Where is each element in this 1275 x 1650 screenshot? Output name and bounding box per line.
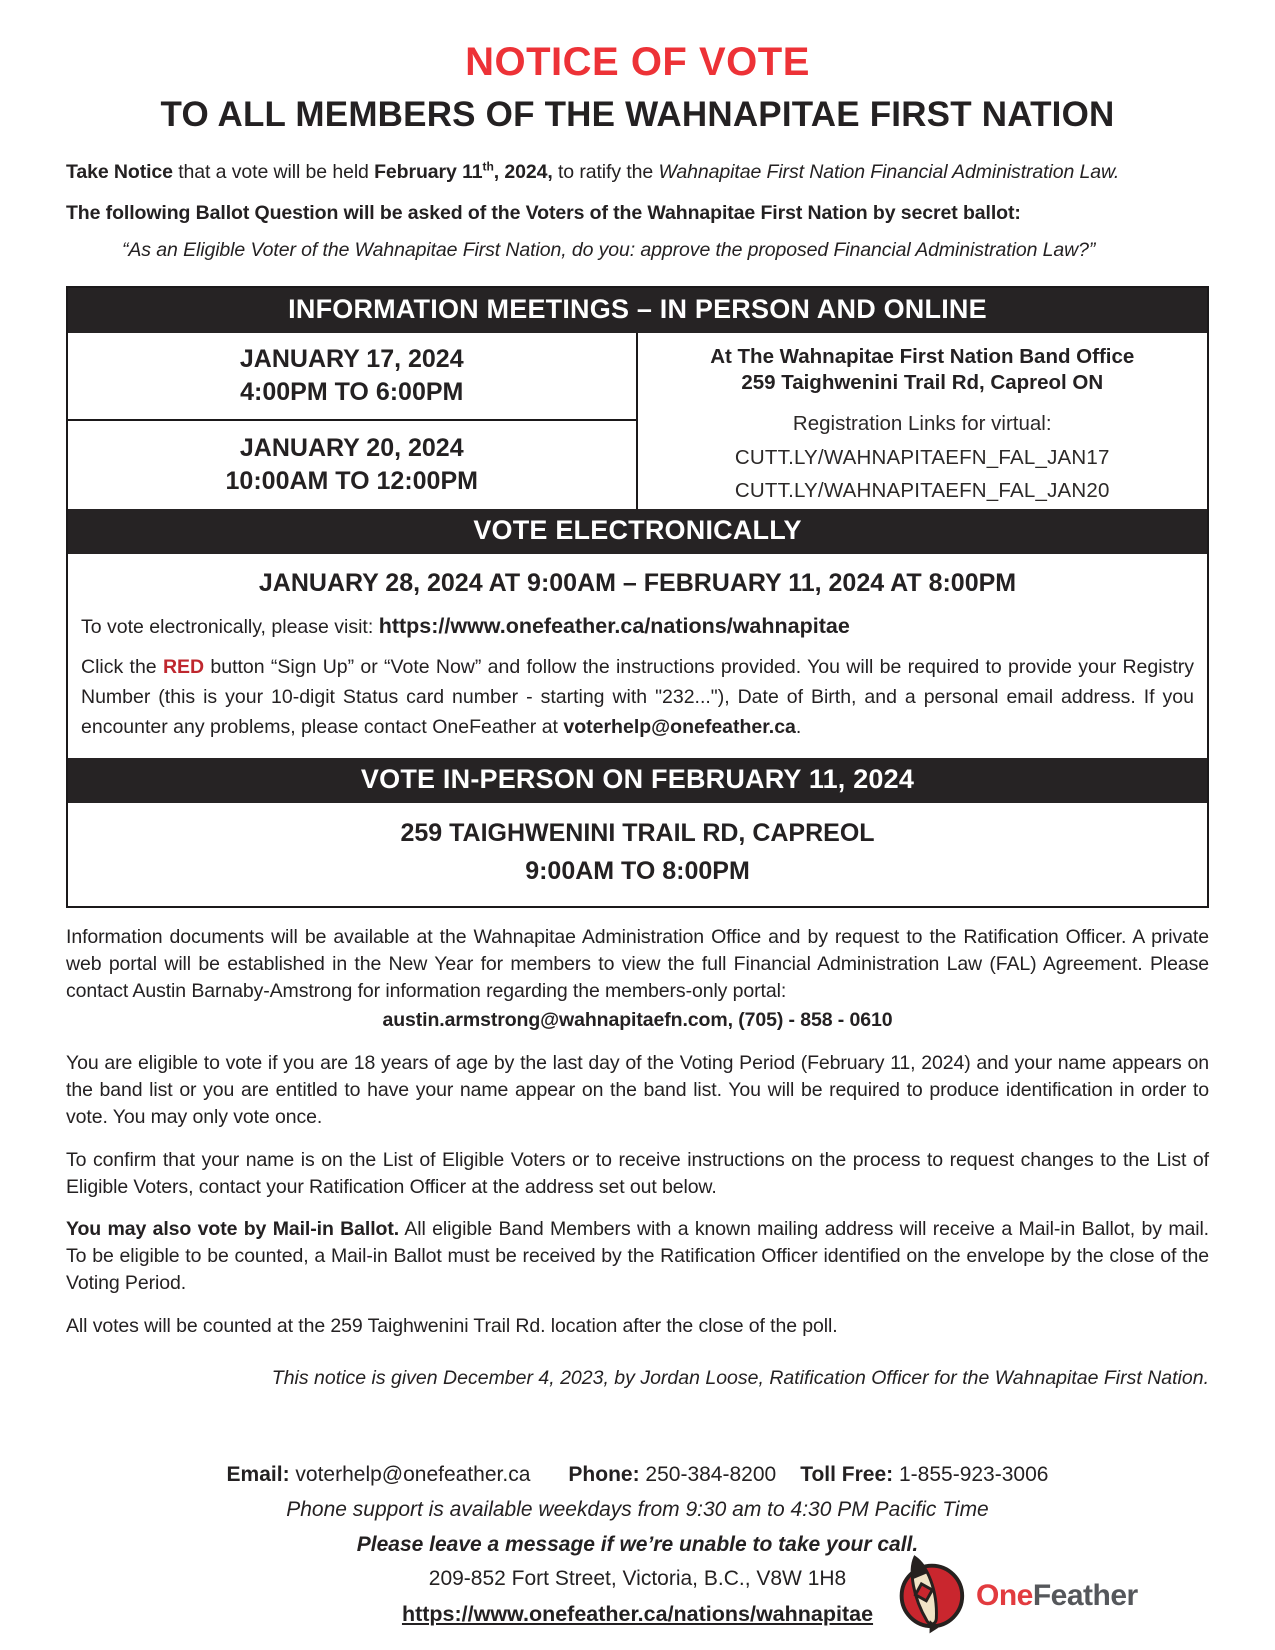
page-subtitle: TO ALL MEMBERS OF THE WAHNAPITAE FIRST NATION bbox=[160, 95, 1115, 134]
leave-message-line: Please leave a message if we’re unable to take your call. bbox=[356, 1532, 919, 1556]
vote-inperson-section bbox=[68, 803, 1207, 906]
band-office-address: 259 Taighwenini Trail Rd, Capreol ON bbox=[741, 371, 1104, 395]
take-notice-bold: Take Notice bbox=[66, 161, 173, 183]
electronic-visit-line bbox=[68, 612, 1207, 642]
ballot-question-lead: The following Ballot Question will be asked of the Voters of the Wahnapitae First Nation by secret ballot: bbox=[66, 201, 1021, 224]
tollfree-value: 1-855-923-3006 bbox=[893, 1462, 1049, 1486]
vote-year-bold: , 2024, bbox=[493, 161, 553, 183]
meetings-header-bar: INFORMATION MEETINGS – IN PERSON AND ONLINE bbox=[68, 288, 1207, 333]
mailin-rest: All eligible Band Members with a known mailing address will receive a Mail-in Ballot, by mail. To be eligible to be counted, a Mail-in Ballot must be received by the Ratification Officer identified on the envelope by the close of the Voting Period. bbox=[66, 1218, 1209, 1295]
click-text-a: Click the bbox=[81, 656, 163, 679]
onefeather-logo bbox=[886, 1550, 1138, 1641]
intro-paragraph bbox=[66, 159, 1209, 186]
meetings-location-cell bbox=[638, 333, 1208, 509]
red-button-word: RED bbox=[162, 656, 205, 679]
vote-info-table bbox=[66, 286, 1209, 909]
meeting-1-time: 4:00PM TO 6:00PM bbox=[240, 377, 464, 406]
ordinal-sup: th bbox=[482, 159, 494, 174]
meetings-dates-column bbox=[68, 333, 638, 509]
phone-label: Phone: bbox=[568, 1462, 640, 1486]
band-office-line: At The Wahnapitae First Nation Band Office bbox=[710, 344, 1135, 368]
click-text-b: button “Sign Up” or “Vote Now” and follow the instructions provided. You will be required to provide your Registry Number (this is your 10-digit Status card number - starting with "232..."), Date of Birth, and a personal email address. If you encounter any problems, please contact OneFeather at bbox=[81, 656, 1194, 738]
registration-links-label: Registration Links for virtual: bbox=[792, 412, 1052, 435]
eligibility-paragraph: You are eligible to vote if you are 18 years of age by the last day of the Voting Period (February 11, 2024) and your name appears on the band list or you are entitled to have your name appear on the band list. You will be required to produce identification in order to vote. You may only vote once. bbox=[66, 1051, 1209, 1128]
tollfree-label: Toll Free: bbox=[800, 1462, 894, 1486]
portal-contact-line[interactable]: austin.armstrong@wahnapitaefn.com, (705) - 858 - 0610 bbox=[382, 1008, 893, 1031]
visit-prefix: To vote electronically, please visit: bbox=[81, 615, 379, 638]
logo-one-text: One bbox=[976, 1578, 1033, 1612]
page-title: NOTICE OF VOTE bbox=[465, 40, 810, 84]
click-text-end: . bbox=[795, 715, 802, 738]
onefeather-wordmark bbox=[976, 1579, 1138, 1613]
phone-value: 250-384-8200 bbox=[639, 1462, 777, 1486]
ballot-question-quote: “As an Eligible Voter of the Wahnapitae First Nation, do you: approve the proposed Financial Administration Law?” bbox=[122, 238, 1096, 261]
phone-support-line: Phone support is available weekdays from 9:30 am to 4:30 PM Pacific Time bbox=[286, 1497, 989, 1521]
vote-date-ordinal bbox=[483, 161, 494, 183]
votes-counted-paragraph: All votes will be counted at the 259 Taighwenini Trail Rd. location after the close of the poll. bbox=[66, 1315, 838, 1338]
meeting-2-date: JANUARY 20, 2024 bbox=[239, 433, 464, 462]
vote-electronically-section bbox=[68, 569, 1207, 743]
mailin-bold-lead: You may also vote by Mail-in Ballot. bbox=[66, 1218, 400, 1241]
meeting-2-time: 10:00AM TO 12:00PM bbox=[225, 466, 478, 495]
intro-text-2: to ratify the bbox=[552, 161, 659, 183]
vote-electronically-bar: VOTE ELECTRONICALLY bbox=[68, 509, 1207, 554]
mailin-ballot-paragraph bbox=[66, 1216, 1209, 1297]
electronic-voting-period: JANUARY 28, 2024 AT 9:00AM – FEBRUARY 11, 2024 AT 8:00PM bbox=[258, 568, 1017, 597]
contact-methods-line bbox=[66, 1460, 1209, 1490]
notice-given-line: This notice is given December 4, 2023, by Jordan Loose, Ratification Officer for the Wahnapitae First Nation. bbox=[271, 1367, 1209, 1390]
onefeather-footer-url[interactable]: https://www.onefeather.ca/nations/wahnapitae bbox=[401, 1602, 874, 1627]
confirm-name-paragraph: To confirm that your name is on the List of Eligible Voters or to receive instructions on the process to request changes to the List of Eligible Voters, contact your Ratification Officer at the address set out below. bbox=[66, 1148, 1209, 1198]
inperson-address: 259 TAIGHWENINI TRAIL RD, CAPREOL bbox=[400, 819, 875, 848]
law-name-italic: Wahnapitae First Nation Financial Administration Law. bbox=[658, 161, 1120, 183]
email-label: Email: bbox=[226, 1462, 290, 1486]
inperson-hours: 9:00AM TO 8:00PM bbox=[525, 856, 750, 885]
vote-date-bold: February 11 bbox=[374, 161, 483, 183]
intro-text: that a vote will be held bbox=[172, 161, 375, 183]
meeting-slot-2 bbox=[68, 421, 636, 509]
registration-link-jan17[interactable]: CUTT.LY/WAHNAPITAEFN_FAL_JAN17 bbox=[734, 445, 1110, 469]
electronic-instructions bbox=[68, 653, 1207, 742]
onefeather-feather-icon bbox=[886, 1550, 970, 1641]
registration-link-jan20[interactable]: CUTT.LY/WAHNAPITAEFN_FAL_JAN20 bbox=[734, 479, 1110, 503]
vote-inperson-bar: VOTE IN-PERSON ON FEBRUARY 11, 2024 bbox=[68, 758, 1207, 803]
logo-feather-text: Feather bbox=[1032, 1578, 1138, 1612]
voterhelp-email-link[interactable]: voterhelp@onefeather.ca bbox=[563, 715, 796, 738]
information-documents-paragraph: Information documents will be available at the Wahnapitae Administration Office and by request to the Ratification Officer. A private web portal will be established in the New Year for members to view the full Financial Administration Law (FAL) Agreement. Please contact Austin Barnaby-Amstrong for information regarding the members-only portal: bbox=[66, 926, 1209, 1003]
street-address-line: 209-852 Fort Street, Victoria, B.C., V8W 1H8 bbox=[428, 1567, 847, 1591]
meetings-row bbox=[68, 333, 1207, 509]
meeting-1-date: JANUARY 17, 2024 bbox=[239, 344, 464, 373]
meeting-slot-1 bbox=[68, 333, 636, 421]
email-value[interactable]: voterhelp@onefeather.ca bbox=[289, 1462, 531, 1486]
onefeather-vote-url[interactable]: https://www.onefeather.ca/nations/wahnapitae bbox=[378, 613, 850, 638]
